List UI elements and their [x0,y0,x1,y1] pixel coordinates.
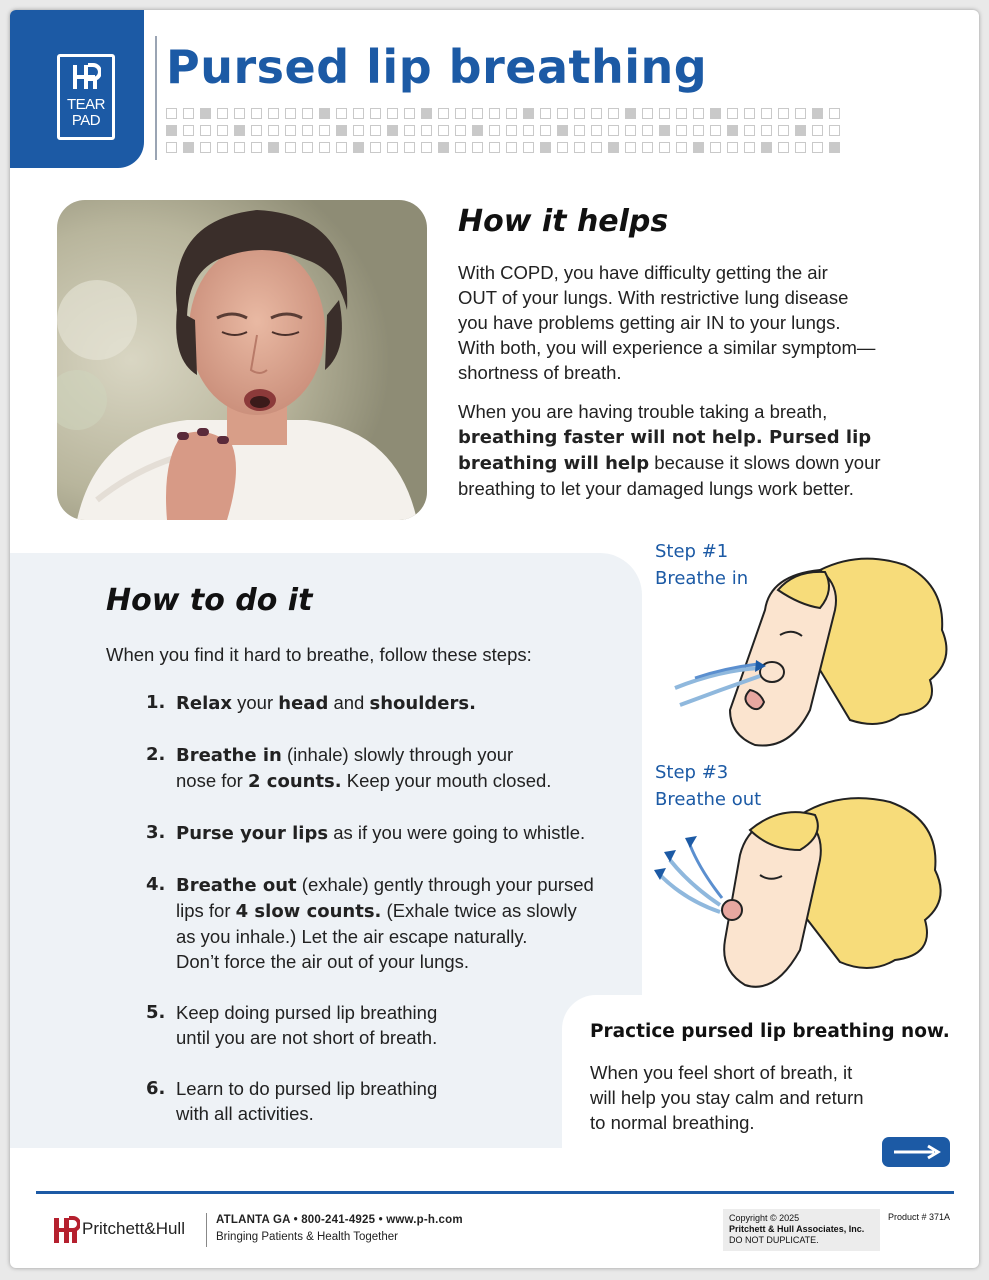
pattern-dot [574,125,585,136]
pattern-dot [557,108,568,119]
copyright-line: Copyright © 2025 [729,1213,800,1223]
pattern-dot [676,142,687,153]
pattern-dot [336,142,347,153]
next-page-button[interactable] [882,1137,950,1167]
pattern-dot [557,142,568,153]
how-to-do-it-heading: How to do it [106,583,313,618]
pattern-dot [285,142,296,153]
pattern-dot [319,142,330,153]
pattern-dot [217,142,228,153]
pattern-dot [625,108,636,119]
pattern-dot [727,125,738,136]
pattern-dot [489,125,500,136]
step-1-caption: Breathe in [655,568,749,589]
step-item [146,742,616,794]
step-3-number: Step #3 [655,762,729,783]
pattern-dot [183,108,194,119]
pattern-dot [200,142,211,153]
step-text: (Exhale twice as slowly [381,900,577,921]
company-contact: ATLANTA GA • 800-241-4925 • www.p-h.com [216,1214,463,1226]
woman-short-of-breath-photo [57,200,427,520]
bold-text: Breathe out [176,875,297,896]
pattern-dot [438,108,449,119]
pattern-dot [404,125,415,136]
step-3-caption: Breathe out [655,789,762,810]
step-item [146,820,616,846]
pattern-dot [472,125,483,136]
step-item [146,1076,616,1126]
pattern-dot [795,142,806,153]
handout-page [10,10,979,1268]
pattern-dot [404,108,415,119]
pattern-dot [285,125,296,136]
step-text: (inhale) slowly through your [281,744,514,765]
pattern-dot [540,125,551,136]
pattern-dot [625,142,636,153]
pattern-dot [506,125,517,136]
pattern-dot [421,142,432,153]
step-number: 5. [146,1002,166,1023]
step-number: 3. [146,822,166,843]
dot-row [166,125,856,137]
pattern-dot [608,108,619,119]
pattern-dot [676,125,687,136]
pattern-dot [540,142,551,153]
pattern-dot [710,108,721,119]
copyright-line: DO NOT DUPLICATE. [729,1235,819,1245]
pattern-dot [336,108,347,119]
bold-text: breathing faster will not help. Pursed lip [458,427,872,448]
pattern-dot [472,142,483,153]
pattern-dot [302,125,313,136]
pattern-dot [795,108,806,119]
step-text: lips for [176,900,236,921]
text-line: When you are having trouble taking a breath, [458,401,828,422]
pattern-dot [523,108,534,119]
pattern-dot [778,108,789,119]
pattern-dot [812,108,823,119]
step-text: (exhale) gently through your pursed [296,874,594,895]
pattern-dot [829,108,840,119]
pattern-dot [642,125,653,136]
pattern-dot [370,142,381,153]
pattern-dot [251,125,262,136]
bold-text: Purse your lips [176,823,329,844]
pattern-dot [234,125,245,136]
step-text: as you inhale.) Let the air escape naturally. [176,926,528,947]
pattern-dot [438,125,449,136]
text-line: you have problems getting air IN to your lungs. [458,312,841,333]
pattern-dot [591,142,602,153]
page-title: Pursed lip breathing [166,40,708,94]
product-number: Product # 371A [888,1212,951,1222]
header-divider [155,36,157,160]
pattern-dot [727,142,738,153]
pattern-dot [302,108,313,119]
pattern-dot [744,108,755,119]
pattern-dot [319,108,330,119]
pattern-dot [217,125,228,136]
pattern-dot [489,142,500,153]
text-line: With both, you will experience a similar symptom— [458,337,876,358]
how-it-helps-heading: How it helps [458,204,669,239]
pattern-dot [166,108,177,119]
breathe-in-illustration [660,550,955,755]
arrow-right-icon [882,1137,950,1167]
step-text: Learn to do pursed lip breathing [176,1078,438,1099]
pattern-dot [166,125,177,136]
pritchett-hull-logo-icon [52,1213,80,1245]
step-text: with all activities. [176,1103,314,1124]
pattern-dot [557,125,568,136]
pattern-dot [217,108,228,119]
how-it-helps-paragraph-1 [458,260,928,385]
pattern-dot [778,125,789,136]
pattern-dot [744,125,755,136]
text-line: OUT of your lungs. With restrictive lung disease [458,287,849,308]
pattern-dot [761,142,772,153]
pattern-dot [506,142,517,153]
pattern-dot [506,108,517,119]
pattern-dot [421,108,432,119]
pattern-dot [200,108,211,119]
pattern-dot [489,108,500,119]
pattern-dot [744,142,755,153]
dot-row [166,142,856,154]
pattern-dot [353,108,364,119]
pattern-dot [336,125,347,136]
tear-pad-logo [10,10,144,168]
pattern-dot [710,142,721,153]
pattern-dot [268,142,279,153]
pattern-dot [438,142,449,153]
pattern-dot [302,142,313,153]
breathe-out-illustration [650,790,950,1000]
pattern-dot [642,108,653,119]
pattern-dot [829,125,840,136]
pattern-dot [540,108,551,119]
pattern-dot [642,142,653,153]
pattern-dot [778,142,789,153]
step-text: nose for [176,770,248,791]
pattern-dot [659,108,670,119]
pattern-dot [455,142,466,153]
bold-text: head [278,693,329,714]
pattern-dot [676,108,687,119]
practice-heading: Practice pursed lip breathing now. [590,1021,950,1042]
text-line: When you feel short of breath, it [590,1062,853,1083]
pattern-dot [693,108,704,119]
pattern-dot [523,142,534,153]
pattern-dot [268,125,279,136]
step-number: 1. [146,692,166,713]
tear-pad-badge [57,54,115,140]
pattern-dot [608,125,619,136]
step-item [146,690,616,716]
pattern-dot [608,142,619,153]
step-text: and [328,692,370,713]
pattern-dot [421,125,432,136]
logo-text-tear: TEAR [66,96,105,113]
step-text: as if you were going to whistle. [328,822,586,843]
bold-text: breathing will help [458,453,650,474]
pattern-dot [251,142,262,153]
pattern-dot [472,108,483,119]
pattern-dot [200,125,211,136]
step-item [146,1000,616,1050]
pattern-dot [370,125,381,136]
decorative-dot-pattern [166,108,856,159]
pattern-dot [574,142,585,153]
text-line: will help you stay calm and return [590,1087,864,1108]
company-name: Pritchett&Hull [82,1219,185,1238]
company-tagline: Bringing Patients & Health Together [216,1231,398,1243]
pattern-dot [761,108,772,119]
pattern-dot [693,142,704,153]
bold-text: shoulders. [369,693,476,714]
pattern-dot [829,142,840,153]
step-number: 6. [146,1078,166,1099]
pattern-dot [727,108,738,119]
pattern-dot [353,125,364,136]
bold-text: 2 counts. [248,771,342,792]
logo-text-pad: PAD [71,112,101,129]
step-number: 2. [146,744,166,765]
text-line: With COPD, you have difficulty getting the air [458,262,828,283]
pattern-dot [370,108,381,119]
copyright-notice [723,1209,880,1251]
pattern-dot [625,125,636,136]
step-item [146,872,616,974]
pattern-dot [659,125,670,136]
pattern-dot [574,108,585,119]
pattern-dot [455,125,466,136]
pattern-dot [812,142,823,153]
copyright-line: Pritchett & Hull Associates, Inc. [729,1224,865,1234]
step-text: your [232,692,279,713]
pattern-dot [183,125,194,136]
pattern-dot [761,125,772,136]
footer-divider [36,1191,954,1194]
pattern-dot [387,142,398,153]
pattern-dot [285,108,296,119]
pattern-dot [234,108,245,119]
step-text: Keep doing pursed lip breathing [176,1002,438,1023]
text-line: shortness of breath. [458,362,622,383]
step-text: until you are not short of breath. [176,1027,438,1048]
pattern-dot [166,142,177,153]
text-line: breathing to let your damaged lungs work better. [458,478,854,499]
pattern-dot [251,108,262,119]
pattern-dot [591,125,602,136]
bold-text: Relax [176,693,232,714]
pattern-dot [234,142,245,153]
pattern-dot [319,125,330,136]
pattern-dot [693,125,704,136]
pattern-dot [659,142,670,153]
pattern-dot [353,142,364,153]
step-text: Don’t force the air out of your lungs. [176,951,470,972]
ph-monogram-icon [71,61,101,91]
step-1-number: Step #1 [655,541,729,562]
footer-separator [206,1213,207,1247]
step-text: Keep your mouth closed. [341,770,552,791]
text-line: because it slows down your [649,452,881,473]
pattern-dot [795,125,806,136]
pattern-dot [183,142,194,153]
practice-text [590,1060,910,1135]
bold-text: Breathe in [176,745,282,766]
pattern-dot [812,125,823,136]
pattern-dot [523,125,534,136]
bold-text: 4 slow counts. [235,901,382,922]
text-line: to normal breathing. [590,1112,755,1133]
dot-row [166,108,856,120]
how-to-intro: When you find it hard to breathe, follow these steps: [106,644,532,665]
steps-list [146,690,616,1126]
pattern-dot [591,108,602,119]
pattern-dot [404,142,415,153]
pattern-dot [455,108,466,119]
pattern-dot [268,108,279,119]
how-it-helps-paragraph-2 [458,399,918,501]
pattern-dot [387,125,398,136]
step-number: 4. [146,874,166,895]
pattern-dot [387,108,398,119]
pattern-dot [710,125,721,136]
